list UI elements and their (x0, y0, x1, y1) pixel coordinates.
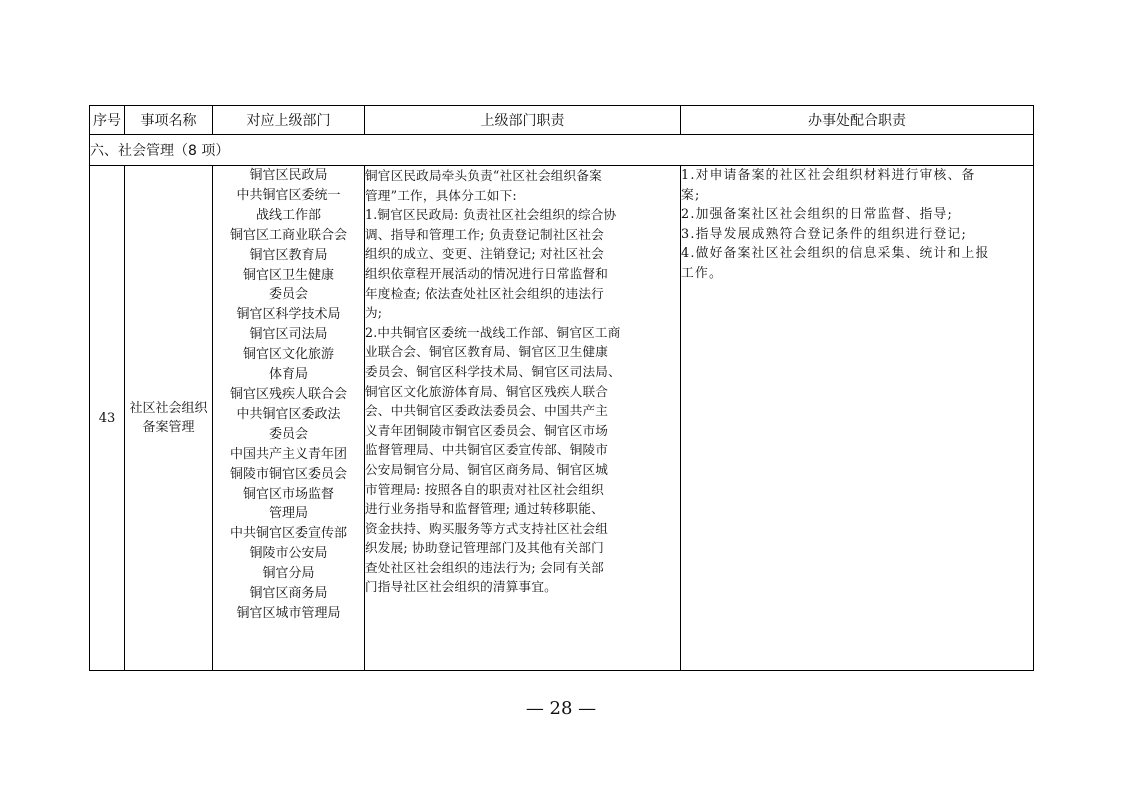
duty-line: 市管理局: 按照各自的职责对社区社会组织 (365, 481, 604, 497)
item-name-cell (125, 166, 213, 671)
item-name-line: 管理 (168, 420, 195, 435)
department-line: 铜官区商务局 (249, 586, 328, 602)
department-line: 铜官分局 (262, 566, 315, 582)
department-line: 委员会 (268, 287, 308, 303)
section-title: 六、社会管理（8 项） (90, 135, 1034, 166)
duty-line: 进行业务指导和监督管理; 通过转移职能、 (365, 501, 604, 517)
header-upper-department: 对应上级部门 (213, 106, 365, 135)
coop-line: 案; (681, 187, 701, 203)
duty-line: 门指导社区社会组织的清算事宜。 (365, 579, 557, 595)
department-line: 铜官区民政局 (249, 168, 328, 183)
coop-line: 1.对申请备案的社区社会组织材料进行审核、备 (681, 168, 976, 183)
department-line: 中共铜官区委统一 (236, 187, 341, 203)
duty-line: 监督管理局、中共铜官区委宣传部、铜陵市 (365, 442, 609, 458)
duty-line: 义青年团铜陵市铜官区委员会、铜官区市场 (365, 422, 609, 438)
upper-duties-cell (365, 166, 681, 671)
section-row (90, 135, 1034, 166)
department-line: 铜陵市公安局 (249, 546, 328, 562)
duty-line: 委员会、铜官区科学技术局、铜官区司法局、 (365, 363, 621, 379)
coop-line: 4.做好备案社区社会组织的信息采集、统计和上报 (681, 246, 990, 262)
department-line: 铜官区教育局 (249, 247, 328, 263)
header-upper-duties: 上级部门职责 (365, 106, 681, 135)
coop-line: 2.加强备案社区社会组织的日常监督、指导; (681, 207, 954, 223)
duty-line: 业联合会、铜官区教育局、铜官区卫生健康 (365, 344, 609, 360)
department-cell (213, 166, 365, 671)
duty-line: 资金扶持、购买服务等方式支持社区社会组 (365, 520, 609, 536)
department-line: 管理局 (268, 506, 308, 522)
department-line: 铜官区市场监督 (242, 486, 334, 502)
department-line: 铜官区工商业联合会 (229, 227, 347, 243)
duty-line: 公安局铜官分局、铜官区商务局、铜官区城 (365, 461, 609, 477)
department-line: 铜官区科学技术局 (236, 307, 341, 323)
table-row (90, 166, 1034, 671)
page-number: — 28 — (525, 698, 597, 719)
department-line: 委员会 (268, 426, 308, 442)
duty-line: 年度检查; 依法查处社区社会组织的违法行 (365, 285, 604, 301)
duty-line: 为; (365, 305, 383, 321)
duty-line: 织发展; 协助登记管理部门及其他有关部门 (365, 540, 604, 556)
department-line: 中共铜官区委政法 (236, 406, 341, 422)
duty-line: 1.铜官区民政局: 负责社区社会组织的综合协 (365, 207, 617, 223)
header-seq: 序号 (90, 106, 125, 135)
item-name-line: 组织备案 (142, 401, 208, 435)
duty-line: 查处社区社会组织的违法行为; 会同有关部 (365, 559, 604, 575)
duty-line: 铜官区民政局牵头负责“社区社会组织备案 (365, 168, 602, 183)
department-line: 铜陵市铜官区委员会 (229, 466, 347, 482)
duty-line: 组织的成立、变更、注销登记; 对社区社会 (365, 246, 604, 262)
header-office-duties: 办事处配合职责 (681, 106, 1034, 135)
department-line: 中共铜官区委宣传部 (229, 526, 347, 542)
item-name-line: 社区社会 (129, 401, 182, 416)
department-line: 铜官区卫生健康 (242, 267, 334, 283)
duty-line: 会、中共铜官区委政法委员会、中国共产主 (365, 403, 609, 419)
duty-line: 调、指导和管理工作; 负责登记制社区社会 (365, 226, 604, 242)
duty-line: 2.中共铜官区委统一战线工作部、铜官区工商 (365, 324, 621, 340)
department-line: 战线工作部 (255, 207, 321, 223)
coop-line: 工作。 (681, 265, 723, 281)
department-line: 铜官区残疾人联合会 (229, 386, 347, 402)
department-line: 铜官区文化旅游 (242, 347, 334, 363)
duties-table (89, 105, 1034, 671)
header-item-name: 事项名称 (125, 106, 213, 135)
row-number: 43 (90, 166, 125, 671)
duty-line: 铜官区文化旅游体育局、铜官区残疾人联合 (365, 383, 609, 399)
header-row (90, 106, 1034, 135)
coop-line: 3.指导发展成熟符合登记条件的组织进行登记; (681, 226, 968, 242)
duty-line: 组织依章程开展活动的情况进行日常监督和 (365, 265, 609, 281)
department-line: 铜官区城市管理局 (236, 605, 341, 621)
department-line: 铜官区司法局 (249, 327, 328, 343)
department-line: 体育局 (268, 367, 308, 383)
duty-line: 管理”工作，具体分工如下: (365, 187, 517, 203)
department-line: 中国共产主义青年团 (229, 446, 347, 462)
office-duties-cell (681, 166, 1034, 671)
